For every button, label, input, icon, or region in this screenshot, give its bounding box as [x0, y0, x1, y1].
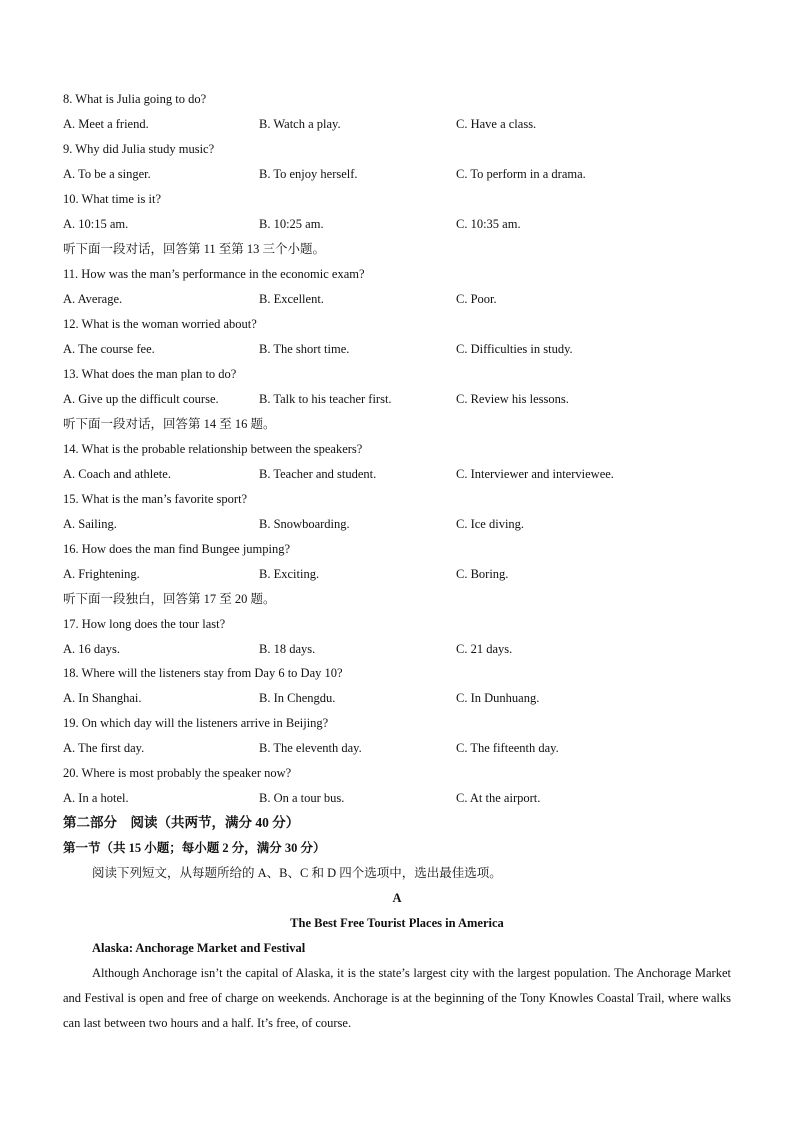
- question-13-option-a: A. Give up the difficult course.: [63, 392, 219, 406]
- question-9: 9. Why did Julia study music?: [63, 142, 215, 156]
- question-15-option-c: C. Ice diving.: [456, 517, 525, 531]
- question-15: 15. What is the man’s favorite sport?: [63, 492, 248, 506]
- question-20-option-b: B. On a tour bus.: [259, 791, 345, 805]
- question-8-option-b: B. Watch a play.: [259, 117, 341, 131]
- question-20-option-c: C. At the airport.: [456, 791, 541, 805]
- question-16-option-b: B. Exciting.: [259, 567, 320, 581]
- question-9-option-b: B. To enjoy herself.: [259, 167, 358, 181]
- question-20: 20. Where is most probably the speaker now?: [63, 766, 292, 780]
- question-11-option-b: B. Excellent.: [259, 292, 324, 306]
- question-10-option-a: A. 10:15 am.: [63, 217, 129, 231]
- question-14: 14. What is the probable relationship between the speakers?: [63, 442, 363, 456]
- question-17-option-b: B. 18 days.: [259, 642, 316, 656]
- question-10-option-b: B. 10:25 am.: [259, 217, 324, 231]
- question-12-option-a: A. The course fee.: [63, 342, 155, 356]
- question-14-option-a: A. Coach and athlete.: [63, 467, 171, 481]
- question-9-option-c: C. To perform in a drama.: [456, 167, 586, 181]
- question-18-option-c: C. In Dunhuang.: [456, 691, 540, 705]
- instruction-14-16: 听下面一段对话，回答第 14 至 16 题。: [63, 417, 276, 431]
- question-13: 13. What does the man plan to do?: [63, 367, 237, 381]
- question-17-option-a: A. 16 days.: [63, 642, 120, 656]
- question-8-option-a: A. Meet a friend.: [63, 117, 149, 131]
- question-19-option-a: A. The first day.: [63, 741, 145, 755]
- question-20-option-a: A. In a hotel.: [63, 791, 129, 805]
- question-12-option-b: B. The short time.: [259, 342, 350, 356]
- question-13-option-c: C. Review his lessons.: [456, 392, 569, 406]
- question-19-option-b: B. The eleventh day.: [259, 741, 362, 755]
- question-18-option-b: B. In Chengdu.: [259, 691, 336, 705]
- question-8-option-c: C. Have a class.: [456, 117, 537, 131]
- passage-paragraph-text: Although Anchorage isn’t the capital of Alaska, it is the state’s largest city with the largest population. The Anchorage Market and Festival is open and free of charge on weekends. Anchorage is at the beginning of the Tony Knowles Coastal Trail, where walks can last between two hours and a half. It’s free, of course.: [63, 966, 731, 1030]
- question-16-option-a: A. Frightening.: [63, 567, 140, 581]
- passage-letter: A: [392, 891, 402, 905]
- question-19-option-c: C. The fifteenth day.: [456, 741, 559, 755]
- reading-direction: 阅读下列短文，从每题所给的 A、B、C 和 D 四个选项中，选出最佳选项。: [92, 866, 502, 880]
- question-10: 10. What time is it?: [63, 192, 162, 206]
- question-12-option-c: C. Difficulties in study.: [456, 342, 573, 356]
- question-11-option-a: A. Average.: [63, 292, 123, 306]
- question-15-option-a: A. Sailing.: [63, 517, 117, 531]
- question-14-option-c: C. Interviewer and interviewee.: [456, 467, 614, 481]
- passage-paragraph: [63, 961, 731, 1036]
- question-14-option-b: B. Teacher and student.: [259, 467, 377, 481]
- question-12: 12. What is the woman worried about?: [63, 317, 257, 331]
- question-8: 8. What is Julia going to do?: [63, 92, 207, 106]
- question-13-option-b: B. Talk to his teacher first.: [259, 392, 392, 406]
- section-one-title: 第一节（共 15 小题；每小题 2 分，满分 30 分）: [63, 841, 326, 855]
- question-11-option-c: C. Poor.: [456, 292, 497, 306]
- question-18-option-a: A. In Shanghai.: [63, 691, 142, 705]
- question-17: 17. How long does the tour last?: [63, 617, 226, 631]
- part-two-title: 第二部分 阅读（共两节，满分 40 分）: [63, 815, 300, 830]
- question-9-option-a: A. To be a singer.: [63, 167, 151, 181]
- question-17-option-c: C. 21 days.: [456, 642, 513, 656]
- question-18: 18. Where will the listeners stay from Day 6 to Day 10?: [63, 666, 343, 680]
- question-11: 11. How was the man’s performance in the economic exam?: [63, 267, 365, 281]
- passage-subheading: Alaska: Anchorage Market and Festival: [92, 941, 306, 955]
- instruction-11-13: 听下面一段对话，回答第 11 至第 13 三个小题。: [63, 242, 326, 256]
- instruction-17-20: 听下面一段独白，回答第 17 至 20 题。: [63, 592, 276, 606]
- question-10-option-c: C. 10:35 am.: [456, 217, 521, 231]
- question-19: 19. On which day will the listeners arrive in Beijing?: [63, 716, 329, 730]
- passage-title: The Best Free Tourist Places in America: [290, 916, 504, 930]
- question-16-option-c: C. Boring.: [456, 567, 509, 581]
- question-15-option-b: B. Snowboarding.: [259, 517, 350, 531]
- question-16: 16. How does the man find Bungee jumping?: [63, 542, 291, 556]
